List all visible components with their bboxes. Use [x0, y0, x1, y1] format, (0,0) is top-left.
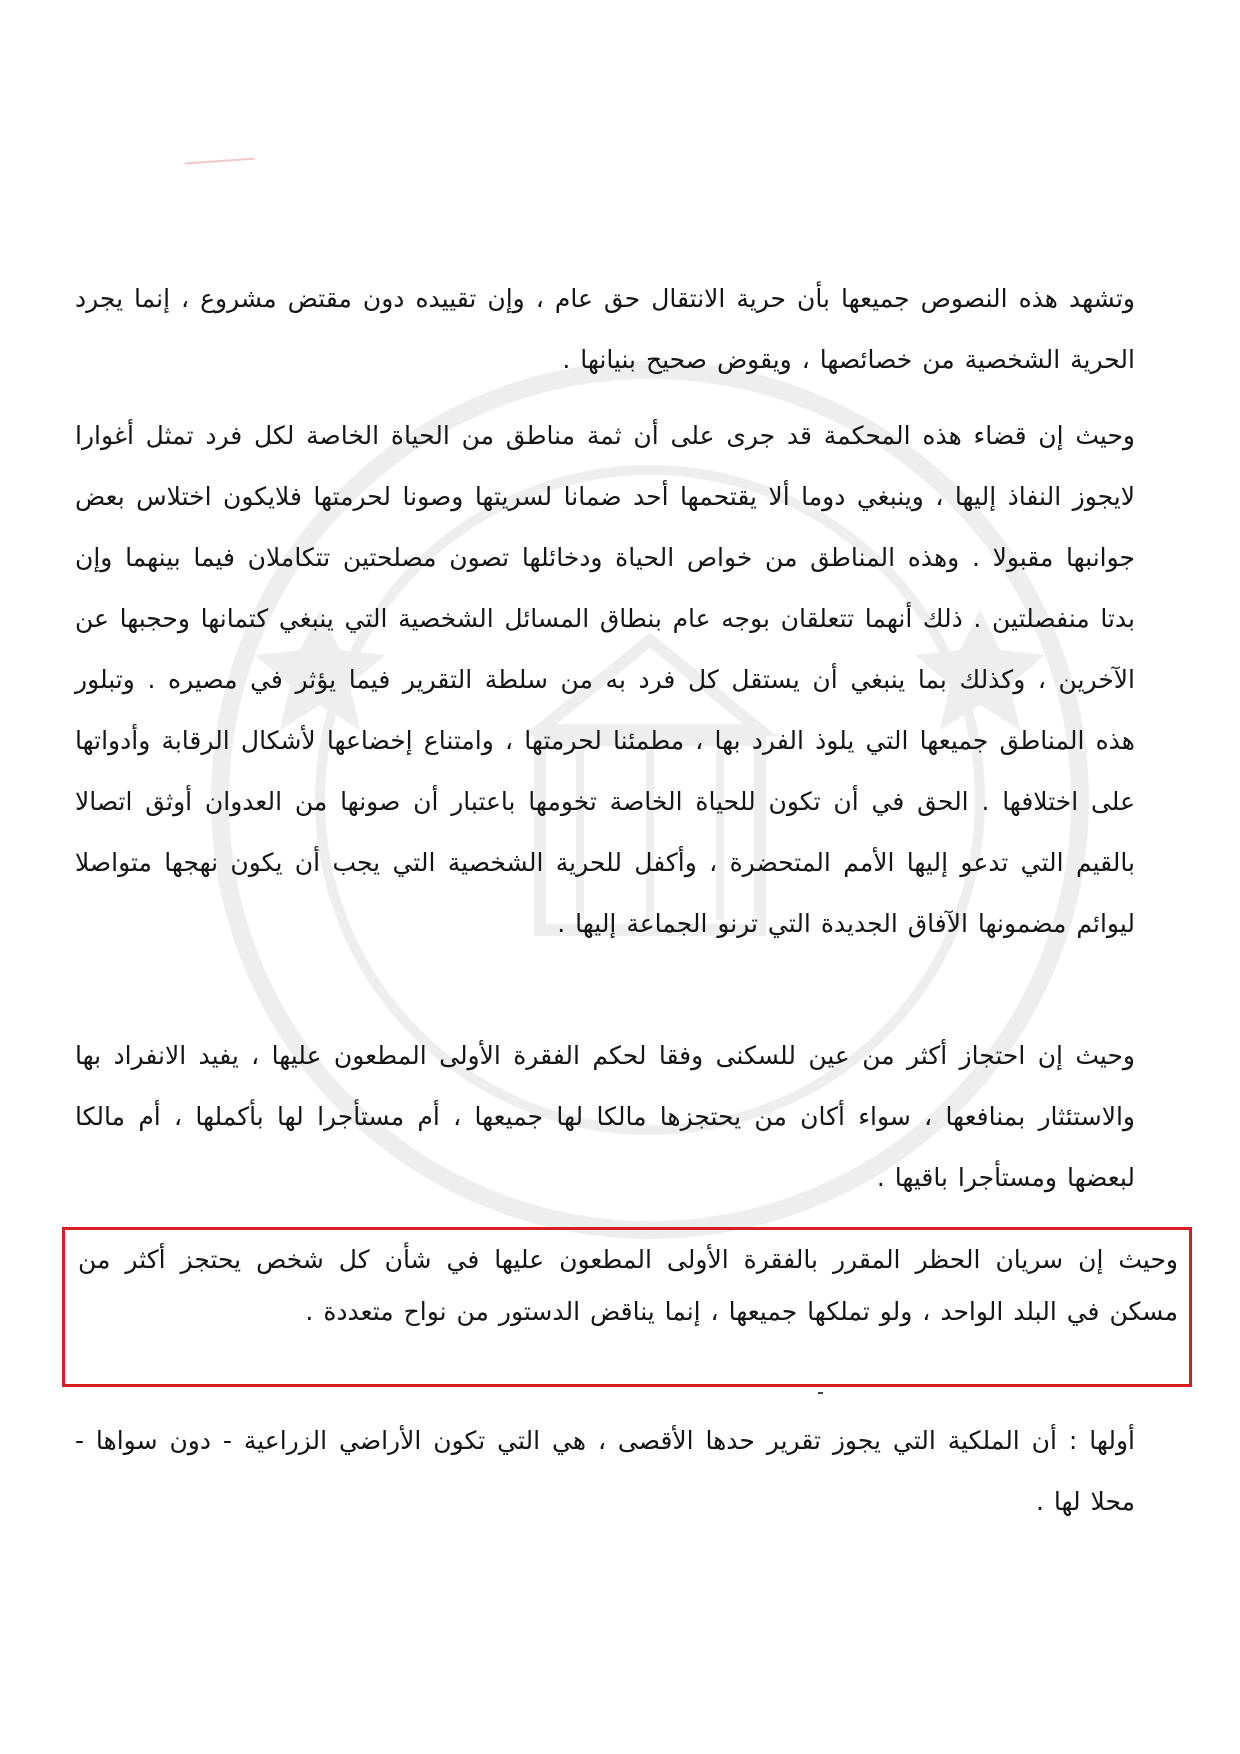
highlighted-paragraph-box — [62, 1227, 1192, 1387]
paragraph-5-text: أولها : أن الملكية التي يجوز تقرير حدها الأقصى ، هي التي تكون الأراضي الزراعية - دون سواها - محلا لها . — [75, 1426, 1135, 1516]
paragraph-1-text: وتشهد هذه النصوص جميعها بأن حرية الانتقال حق عام ، وإن تقييده دون مقتض مشروع ، إنما يجرد الحرية الشخصية من خصائصها ، ويقوض صحيح بنيانها . — [75, 284, 1135, 374]
paragraph-5 — [75, 1410, 1135, 1532]
paragraph-2 — [75, 405, 1135, 954]
paragraph-3-text: وحيث إن احتجاز أكثر من عين للسكنى وفقا لحكم الفقرة الأولى المطعون عليها ، يفيد الانفراد بها والاستئثار بمنافعها ، سواء أكان من يحتجزها مالكا لها جميعها ، أم مستأجرا لها بأكملها ، أم مالكا لبعضها ومستأجرا باقيها . — [75, 1041, 1135, 1192]
small-mark — [818, 1392, 823, 1394]
paragraph-1 — [75, 268, 1135, 390]
paragraph-4-text: وحيث إن سريان الحظر المقرر بالفقرة الأولى المطعون عليها في شأن كل شخص يحتجز أكثر من مسكن في البلد الواحد ، ولو تملكها جميعها ، إنما يناقض الدستور من نواح متعددة . — [78, 1245, 1178, 1326]
top-red-mark — [185, 158, 255, 171]
paragraph-3 — [75, 1025, 1135, 1208]
paragraph-4 — [78, 1234, 1178, 1338]
paragraph-2-text: وحيث إن قضاء هذه المحكمة قد جرى على أن ثمة مناطق من الحياة الخاصة لكل فرد تمثل أغوارا لايجوز النفاذ إليها ، وينبغي دوما ألا يقتحمها أحد ضمانا لسريتها وصونا لحرمتها فلايكون اختلاس بعض جوانبها مقبولا . وهذه المناطق من خواص الحياة ودخائلها تصون مصلحتين تتكاملان فيما بينهما وإن بدتا منفصلتين . ذلك أنهما تتعلقان بوجه عام بنطاق المسائل الشخصية التي ينبغي كتمانها وحجبها عن الآخرين ، وكذلك بما ينبغي أن يستقل كل فرد به من سلطة التقرير فيما يؤثر في مصيره . وتبلور هذه المناطق جميعها التي يلوذ الفرد بها ، مطمئنا لحرمتها ، وامتناع إخضاعها لأشكال الرقابة وأدواتها على اختلافها . الحق في أن تكون للحياة الخاصة تخومها باعتبار أن صونها من العدوان أوثق اتصالا بالقيم التي تدعو إليها الأمم المتحضرة ، وأكفل للحرية الشخصية التي يجب أن يكون نهجها متواصلا ليوائم مضمونها الآفاق الجديدة التي ترنو الجماعة إليها . — [75, 421, 1135, 938]
